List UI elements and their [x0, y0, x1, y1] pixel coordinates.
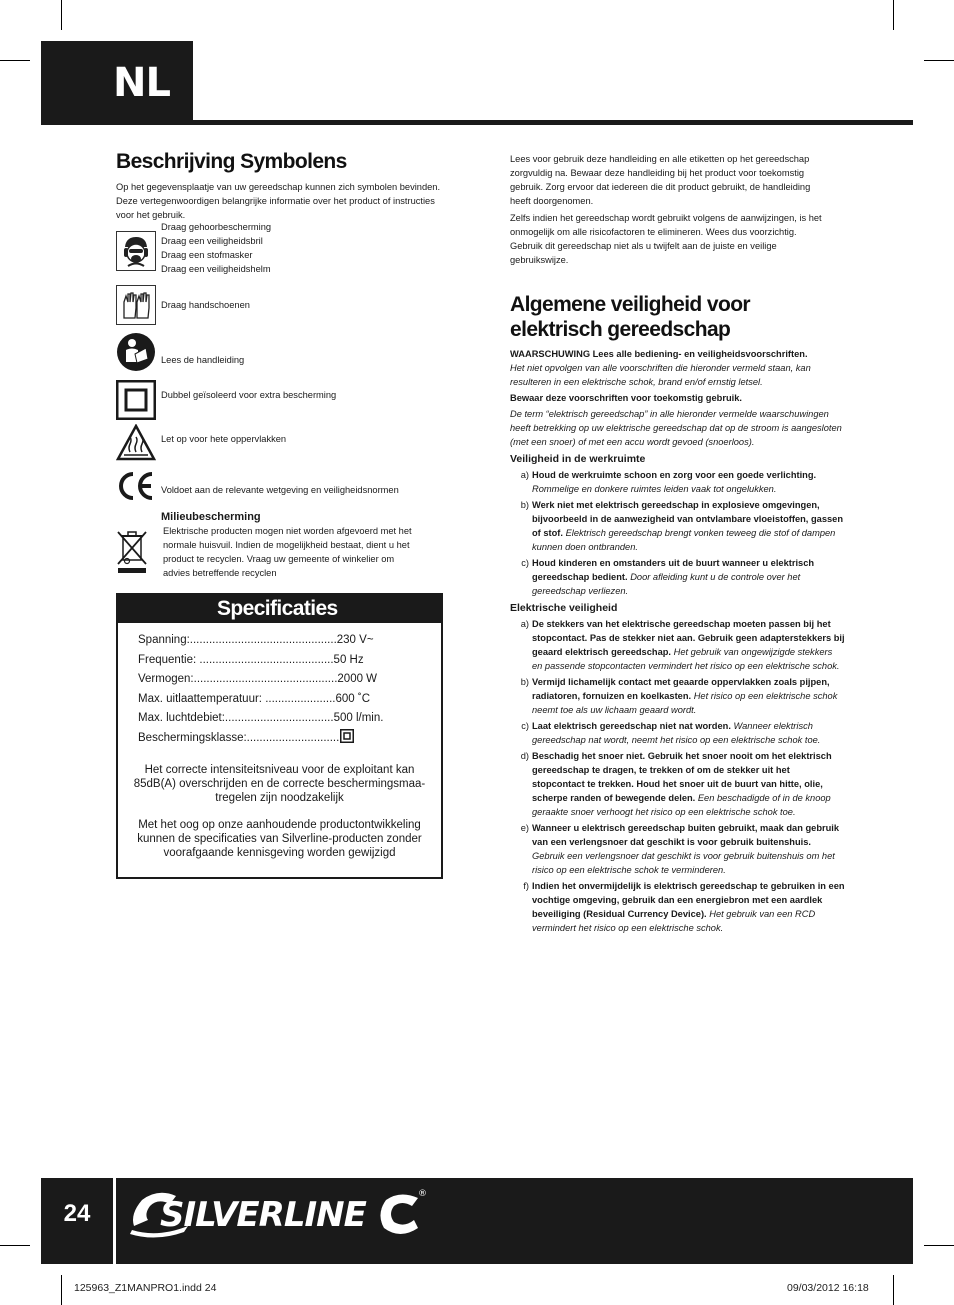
intro-paragraph: Lees voor gebruik deze handleiding en alle etiketten op het gereedschap zorgvuldig na. Bewaar deze handleiding bij het product voor toekomstig gebruik. Zorg ervoor dat iedereen die dit product gebruikt, de handleiding heeft doorgenomen.: [510, 154, 811, 206]
footer-filename: 125963_Z1MANPRO1.indd 24: [74, 1282, 217, 1294]
read-manual-icon: [116, 332, 156, 372]
crop-mark: [893, 1275, 894, 1305]
symbol-text: Draag een veiligheidshelm: [161, 264, 271, 274]
spec-note-noise: Het correcte intensiteitsniveau voor de exploitant kan 85dB(A) overschrijden en de correcte beschermingsmaa-tregelen zijn noodzakelijk: [133, 764, 426, 804]
crop-mark: [0, 1245, 30, 1246]
symbol-row-ce: [116, 466, 399, 506]
list-item: b) Vermijd lichamelijk contact met geaarde oppervlakken zoals pijpen, radiatoren, fornuizen en koelkasten. Het risico op een elektrische schok neemt toe als uw lichaam geaard wordt.: [520, 677, 838, 715]
title-line: elektrisch gereedschap: [510, 318, 731, 341]
weee-title: Milieubescherming: [161, 511, 261, 523]
hot-surface-icon: [116, 423, 156, 463]
general-safety-title: [510, 292, 845, 342]
crop-mark: [0, 60, 30, 61]
warning-text: Het niet opvolgen van alle voorschriften die hieronder vermeld staan, kan resulteren in een elektrische schok, brand en/of ernstig letsel.: [510, 363, 811, 387]
symbol-text: Let op voor hete oppervlakken: [161, 434, 287, 444]
logo-wordmark: SILVERLINE: [160, 1195, 366, 1235]
spec-note-development: Met het oog op onze aanhoudende productontwikkeling kunnen de specificaties van Silverline-producten zonder voorafgaande kennisgeving worden gewijzigd: [137, 819, 422, 859]
spec-row: Max. uitlaattemperatuur: ......................600 ˚C: [138, 692, 371, 705]
silverline-logo: [128, 1186, 428, 1247]
symbols-section: [116, 150, 446, 578]
page-number: 24: [63, 1200, 91, 1227]
safety-section: [510, 152, 845, 935]
crop-mark: [924, 60, 954, 61]
list-item: e) Wanneer u elektrisch gereedschap buiten gebruikt, maak dan gebruik van een verlengsnoer dat geschikt is voor gebruik buitenshuis. Gebruik een verlengsnoer dat geschikt is voor gebruik buitenshuis om het risico op een elektrische schok te verminderen.: [520, 823, 840, 875]
spec-row: Spanning:..............................................230 V~: [138, 634, 374, 646]
language-tab: NL: [41, 41, 193, 125]
symbol-text: Draag gehoorbescherming: [161, 222, 272, 232]
symbol-text: Draag handschoenen: [161, 300, 250, 310]
crop-mark: [893, 0, 894, 30]
ce-mark-icon: [116, 466, 156, 506]
weee-text: Elektrische producten mogen niet worden afgevoerd met het normale huisvuil. Indien de mogelijkheid bestaat, dient u het product te recyclen. Vraag uw gemeente of winkelier om advies betreffende recyclen: [163, 526, 412, 578]
list-item: f) Indien het onvermijdelijk is elektrisch gereedschap te gebruiken in een vochtige omgeving, gebruik dan een energiebron met een aardlek beveiliging (Residual Currency Device). Het gebruik van een RCD vermindert het risico op een elektrische schok.: [523, 881, 845, 933]
gloves-icon: [116, 285, 156, 325]
symbols-title: Beschrijving Symbolens: [116, 150, 347, 173]
footer-datetime: 09/03/2012 16:18: [787, 1282, 869, 1294]
title-line: Algemene veiligheid voor: [510, 293, 750, 316]
specifications-title: Specificaties: [118, 595, 441, 623]
list-item: c) Houd kinderen en omstanders uit de buurt wanneer u elektrisch gereedschap bedient. Door afleiding kunt u de controle over het gereedschap verliezen.: [521, 558, 815, 596]
header-rule: [41, 120, 913, 125]
double-insulated-icon: [116, 380, 156, 420]
symbol-row-ppe: [116, 222, 272, 276]
spec-row: Max. luchtdebiet:..................................500 l/min.: [138, 712, 384, 725]
crop-mark: [61, 1275, 62, 1305]
warning-heading: WAARSCHUWING Lees alle bediening- en veiligheidsvoorschriften.: [510, 349, 808, 359]
symbol-text: Draag een veiligheidsbril: [161, 236, 263, 246]
symbols-intro: Op het gegevensplaatje van uw gereedschap kunnen zich symbolen bevinden. Deze vertegenwoordigen belangrijke informatie over het product of instructies voor het gebruik.: [116, 182, 441, 220]
bar-separator: [113, 1178, 116, 1264]
symbol-row-manual: [116, 332, 244, 372]
symbol-text: Draag een stofmasker: [161, 250, 253, 260]
intro-paragraph: Zelfs indien het gereedschap wordt gebruikt volgens de aanwijzingen, is het onmogelijk om alle risicofactoren te elimineren. Wees dus voorzichtig. Gebruik dit gereedschap niet als u twijfelt aan de juiste en veilige gebruikswijze.: [510, 213, 822, 265]
spec-row: Beschermingsklasse:.............................: [138, 731, 340, 744]
symbol-row-gloves: [116, 285, 250, 325]
symbol-text: Voldoet aan de relevante wetgeving en veiligheidsnormen: [161, 485, 399, 495]
ppe-head-icon: [116, 231, 156, 271]
spec-row: Frequentie: ..........................................50 Hz: [138, 653, 364, 666]
crop-mark: [61, 0, 62, 30]
specifications-list: [138, 631, 388, 749]
specifications-box: [116, 593, 443, 879]
list-item: a) Houd de werkruimte schoon en zorg voor een goede verlichting. Rommelige en donkere ruimtes leiden vaak tot ongelukken.: [520, 470, 817, 494]
symbol-text: Dubbel geïsoleerd voor extra bescherming: [161, 390, 337, 400]
list-item: d) Beschadig het snoer niet. Gebruik het snoer nooit om het elektrisch gereedschap te dragen, te trekken of om de stekker uit het stopcontact te trekken. Houd het snoer uit de buurt van hitte, olie, scherpe randen of bewegende delen. Een beschadigde of in de knoop geraakte snoer verhoogt het risico op een elektrische schok toe.: [520, 751, 832, 817]
subheading-work-area: Veiligheid in de werkruimte: [510, 453, 646, 465]
crop-mark: [924, 1245, 954, 1246]
symbol-text: Lees de handleiding: [161, 355, 245, 365]
list-item: a) De stekkers van het elektrische gereedschap moeten passen bij het stopcontact. Pas de stekker niet aan. Gebruik geen adapterstekkers bij geaard elektrisch gereedschap. Het gebruik van ongewijzigde stekkers en passende stopcontacten vermindert het risico op een elektrische schok.: [520, 619, 845, 671]
list-item: c) Laat elektrisch gereedschap niet nat worden. Wanneer elektrisch gereedschap nat wordt, neemt het risico op een elektrische schok toe.: [521, 721, 821, 745]
keep-instructions: Bewaar deze voorschriften voor toekomstig gebruik.: [510, 393, 742, 403]
symbol-row-hot-surface: [116, 423, 286, 463]
subheading-electrical: Elektrische veiligheid: [510, 602, 618, 614]
registered-mark: ®: [418, 1189, 427, 1199]
weee-bin-icon: [116, 528, 148, 574]
symbol-row-double-insulated: [116, 380, 336, 420]
term-definition: De term “elektrisch gereedschap” in alle hieronder vermelde waarschuwingen heeft betrekking op uw elektrische gereedschap dat op de stroom is aangesloten (met een snoer) of met een accu wordt gevoed (snoerloos).: [510, 409, 842, 447]
spec-row: Vermogen:.............................................2000 W: [138, 673, 378, 686]
class-ii-icon: [340, 729, 354, 748]
list-item: b) Werk niet met elektrisch gereedschap in explosieve omgevingen, bijvoorbeeld in de aanwezigheid van ontvlambare vloeistoffen, gassen of stof. Elektrisch gereedschap brengt vonken teweeg die stof of dampen kunnen doen ontbranden.: [520, 500, 844, 552]
